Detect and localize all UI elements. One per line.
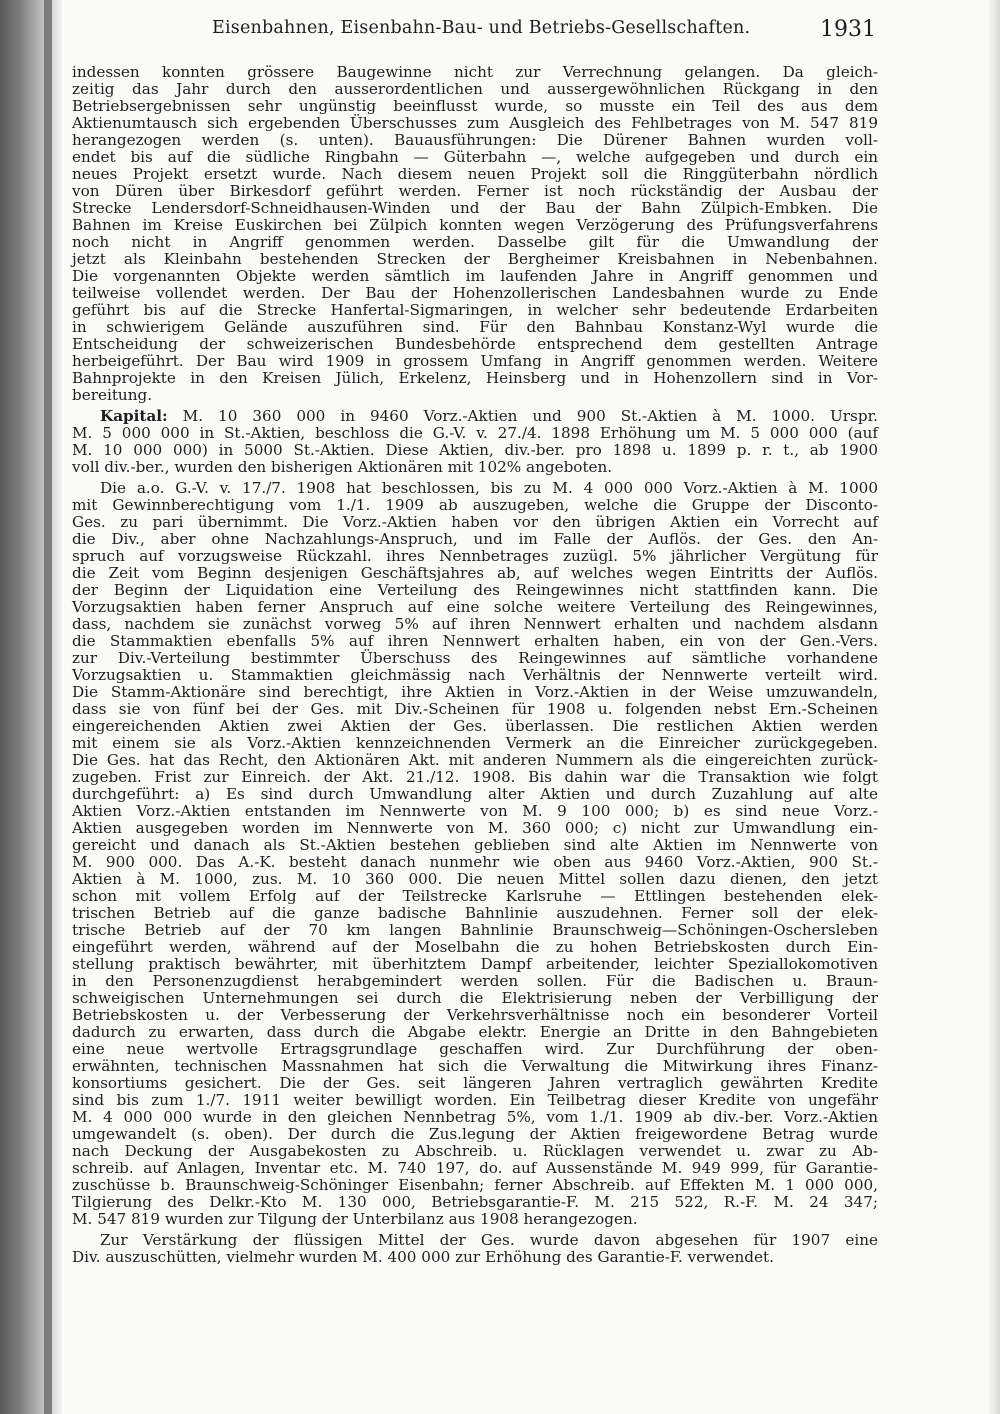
text-line: Die Stamm-Aktionäre sind berechtigt, ihre Aktien in Vorz.-Aktien in der Weise umzuwandeln, [72, 683, 878, 701]
text-line: Div. auszuschütten, vielmehr wurden M. 400 000 zur Erhöhung des Garantie-F. verwendet. [72, 1248, 774, 1266]
text-line: neues Projekt ersetzt wurde. Nach diesem neuen Projekt soll die Ringgüterbahn nördlich [72, 165, 878, 183]
text-line: endet bis auf die südliche Ringbahn — Güterbahn —, welche aufgegeben und durch ein [72, 148, 878, 166]
gutter-shadow [44, 0, 52, 1414]
text-line: M. 4 000 000 wurde in den gleichen Nennbetrag 5%, vom 1./1. 1909 ab div.-ber. Vorz.-Aktien [72, 1108, 878, 1126]
text-line: Tilgierung des Delkr.-Kto M. 130 000, Betriebsgarantie-F. M. 215 522, R.-F. M. 24 347; [72, 1193, 878, 1211]
text-line: Aktien Vorz.-Aktien entstanden im Nennwerte von M. 9 100 000; b) es sind neue Vorz.- [72, 802, 878, 820]
text-line: gereicht und danach als St.-Aktien bestehen geblieben sind alte Aktien im Nennwerte von [72, 836, 878, 854]
text-line: M. 5 000 000 in St.-Aktien, beschloss die G.-V. v. 27./4. 1898 Erhöhung um M. 5 000 000 (auf [72, 424, 878, 442]
text-line: zeitig das Jahr durch den ausserordentlichen und aussergewöhnlichen Rückgang in den [72, 80, 878, 98]
text-line: schweigischen Unternehmungen sei durch die Elektrisierung neben der Verbilligung der [72, 989, 878, 1007]
text-line: von Düren über Birkesdorf geführt werden. Ferner ist noch rückständig der Ausbau der [72, 182, 878, 200]
text-line: Betriebsergebnissen sehr ungünstig beeinflusst wurde, so musste ein Teil des aus dem [72, 97, 878, 115]
kapital-label: Kapital: [100, 407, 168, 425]
text-line: Entscheidung der schweizerischen Bundesbehörde entsprechend dem gestellten Antrage [72, 335, 878, 353]
book-binding-shadow [0, 0, 62, 1414]
body-text [72, 64, 878, 1266]
text-line: herbeigeführt. Der Bau wird 1909 in grossem Umfang in Angriff genommen werden. Weitere [72, 352, 878, 370]
text-line: die Stammaktien ebenfalls 5% auf ihren Nennwert erhalten haben, ein von der Gen.-Vers. [72, 632, 878, 650]
text-line: teilweise vollendet werden. Der Bau der Hohenzollerischen Landesbahnen wurde zu Ende [72, 284, 878, 302]
paragraph-bauausfuehrungen [72, 64, 878, 404]
text-line: voll div.-ber., wurden den bisherigen Aktionären mit 102% angeboten. [72, 458, 613, 476]
text-line: dass, nachdem sie zunächst vorweg 5% auf ihren Nennwert erhalten und nachdem alsdann [72, 615, 878, 633]
text-line: schon mit vollem Erfolg auf der Teilstrecke Karlsruhe — Ettlingen bestehenden elek- [72, 887, 878, 905]
running-head: Eisenbahnen, Eisenbahn-Bau- und Betriebs-Gesellschaften. [212, 18, 751, 38]
text-line: durchgeführt: a) Es sind durch Umwandlung alter Aktien und durch Zuzahlung auf alte [72, 785, 878, 803]
text-line: Betriebskosten u. der Verbesserung der Verkehrsverhältnisse noch ein besonderer Vorteil [72, 1006, 878, 1024]
text-line: jetzt als Kleinbahn bestehenden Strecken der Bergheimer Kreisbahnen in Nebenbahnen. [72, 250, 878, 268]
text-line: in schwierigem Gelände auszuführen sind. Für den Bahnbau Konstanz-Wyl wurde die [72, 318, 878, 336]
text-line: Strecke Lendersdorf-Schneidhausen-Winden und der Bau der Bahn Zülpich-Embken. Die [72, 199, 878, 217]
text-line: mit Gewinnberechtigung vom 1./1. 1909 ab auszugeben, welche die Gruppe der Disconto- [72, 496, 878, 514]
paragraph-kapital [72, 408, 878, 476]
text-line: Bahnprojekte in den Kreisen Jülich, Erkelenz, Heinsberg und in Hohenzollern sind in Vor- [72, 369, 878, 387]
text-line: eine neue wertvolle Ertragsgrundlage geschaffen wird. Zur Durchführung der oben- [72, 1040, 878, 1058]
kapital-text: M. 10 360 000 in 9460 Vorz.-Aktien und 900 St.-Aktien à M. 1000. Urspr. [167, 407, 878, 425]
text-line: konsortiums gesichert. Die der Ges. seit längeren Jahren vertraglich gewährten Kredite [72, 1074, 878, 1092]
text-line: eingereichenden Aktien zwei Aktien der Ges. überlassen. Die restlichen Aktien werden [72, 717, 878, 735]
page-number: 1931 [820, 17, 876, 42]
paragraph-vorzugsaktien [72, 480, 878, 1228]
text-line: geführt bis auf die Strecke Hanfertal-Sigmaringen, in welcher sehr bedeutende Erdarbeiten [72, 301, 878, 319]
text-line: herangezogen werden (s. unten). Bauausführungen: Die Dürener Bahnen wurden voll- [72, 131, 878, 149]
text-line: indessen konnten grössere Baugewinne nicht zur Verrechnung gelangen. Da gleich- [72, 63, 878, 81]
text-line: stellung praktisch bewährter, mit überhitztem Dampf arbeitender, leichter Speziallokomotiven [72, 955, 878, 973]
text-line: Vorzugsaktien haben ferner Anspruch auf eine solche weitere Verteilung des Reingewinnes, [72, 598, 878, 616]
text-line: Die vorgenannten Objekte werden sämtlich im laufenden Jahre in Angriff genommen und [72, 267, 878, 285]
text-line: eingeführt werden, während auf der Moselbahn die zu hohen Betriebskosten durch Ein- [72, 938, 878, 956]
text-line: Die Ges. hat das Recht, den Aktionären Akt. mit anderen Nummern als die eingereichten zurück- [72, 751, 878, 769]
text-line: M. 547 819 wurden zur Tilgung der Unterbilanz aus 1908 herangezogen. [72, 1210, 638, 1228]
text-line: sind bis zum 1./7. 1911 weiter bewilligt worden. Ein Teilbetrag dieser Kredite von ungefähr [72, 1091, 878, 1109]
text-line: die Zeit vom Beginn desjenigen Geschäftsjahres ab, auf welches wegen Eintritts der Auflös. [72, 564, 878, 582]
text-line: trischen Betrieb auf die ganze badische Bahnlinie auszudehnen. Ferner soll der elek- [72, 904, 878, 922]
text-line: Zur Verstärkung der flüssigen Mittel der Ges. wurde davon abgesehen für 1907 eine [100, 1231, 878, 1249]
text-line: zur Div.-Verteilung bestimmter Überschuss des Reingewinnes auf sämtliche vorhandene [72, 649, 878, 667]
page-header [100, 18, 880, 48]
text-line: Vorzugsaktien u. Stammaktien gleichmässig nach Verhältnis der Nennwerte verteilt wird. [72, 666, 878, 684]
text-line: Aktien ausgegeben worden im Nennwerte von M. 360 000; c) nicht zur Umwandlung ein- [72, 819, 878, 837]
text-line: der Beginn der Liquidation eine Verteilung des Reingewinnes nicht stattfinden kann. Die [72, 581, 878, 599]
text-line: spruch auf vorzugsweise Rückzahl. ihres Nennbetrages zuzügl. 5% jährlicher Vergütung für [72, 547, 878, 565]
text-line: M. 10 000 000) in 5000 St.-Aktien. Diese Aktien, div.-ber. pro 1898 u. 1899 p. r. t., ab 1900 [72, 441, 878, 459]
text-line: nach Deckung der Ausgabekosten zu Abschreib. u. Rücklagen verwendet u. zwar zu Ab- [72, 1142, 878, 1160]
text-line: bereitung. [72, 386, 153, 404]
text-line: schreib. auf Anlagen, Inventar etc. M. 740 197, do. auf Aussenstände M. 949 999, für Garantie- [72, 1159, 878, 1177]
text-line: zugeben. Frist zur Einreich. der Akt. 21./12. 1908. Bis dahin war die Transaktion wie folgt [72, 768, 878, 786]
text-line: dass sie von fünf bei der Ges. mit Div.-Scheinen für 1908 u. folgenden nebst Ern.-Scheinen [72, 700, 878, 718]
text-line: noch nicht in Angriff genommen werden. Dasselbe gilt für die Umwandlung der [72, 233, 878, 251]
text-line: Aktienumtausch sich ergebenden Überschusses zum Ausgleich des Fehlbetrages von M. 547 819 [72, 114, 878, 132]
text-line: zuschüsse b. Braunschweig-Schöninger Eisenbahn; ferner Abschreib. auf Effekten M. 1 000 000, [72, 1176, 878, 1194]
text-line [72, 408, 878, 425]
text-line: Die a.o. G.-V. v. 17./7. 1908 hat beschlossen, bis zu M. 4 000 000 Vorz.-Aktien à M. 1000 [100, 479, 878, 497]
text-line: die Div., aber ohne Nachzahlungs-Anspruch, und im Falle der Auflös. der Ges. den An- [72, 530, 878, 548]
text-line: Ges. zu pari übernimmt. Die Vorz.-Aktien haben vor den übrigen Aktien ein Vorrecht auf [72, 513, 878, 531]
text-line: trische Betrieb auf der 70 km langen Bahnlinie Braunschweig—Schöningen-Oschersleben [72, 921, 878, 939]
text-line: M. 900 000. Das A.-K. besteht danach nunmehr wie oben aus 9460 Vorz.-Aktien, 900 St.- [72, 853, 878, 871]
text-line: in den Personenzugdienst herabgemindert werden sollen. Für die Badischen u. Braun- [72, 972, 878, 990]
text-line: umgewandelt (s. oben). Der durch die Zus.legung der Aktien freigewordene Betrag wurde [72, 1125, 878, 1143]
text-line: dadurch zu erwarten, dass durch die Abgabe elektr. Energie an Dritte in den Bahngebieten [72, 1023, 878, 1041]
paragraph-dividende [72, 1232, 878, 1266]
text-line: mit einem sie als Vorz.-Aktien kennzeichnenden Vermerk an die Einreicher zurückgegeben. [72, 734, 878, 752]
text-line: Bahnen im Kreise Euskirchen bei Zülpich konnten wegen Verzögerung des Prüfungsverfahrens [72, 216, 878, 234]
text-line: Aktien à M. 1000, zus. M. 10 360 000. Die neuen Mittel sollen dazu dienen, den jetzt [72, 870, 878, 888]
text-line: erwähnten, technischen Massnahmen hat sich die Verwaltung die Mitwirkung ihres Finanz- [72, 1057, 878, 1075]
page-edge [988, 0, 1000, 1414]
